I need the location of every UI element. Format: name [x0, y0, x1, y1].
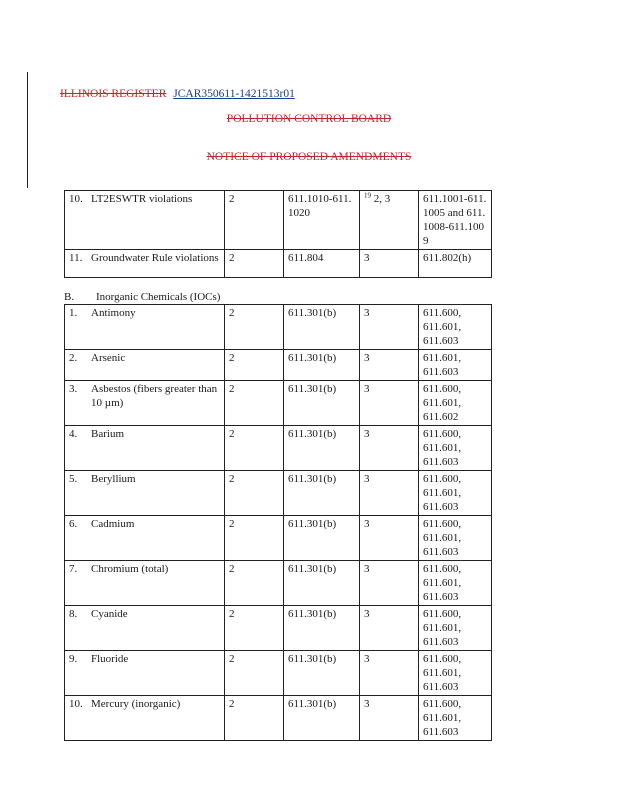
cell-col2: 2 — [225, 191, 284, 250]
table-row — [65, 191, 492, 250]
cell-col3: 611.301(b) — [284, 350, 360, 381]
row-name: Arsenic — [91, 352, 126, 364]
row-name-cell — [65, 696, 225, 741]
cell-col2: 2 — [225, 471, 284, 516]
row-number: 3. — [69, 383, 78, 395]
cell-col4: 3 — [360, 561, 419, 606]
cell-col5: 611.601, 611.603 — [419, 350, 492, 381]
notice-title: NOTICE OF PROPOSED AMENDMENTS — [206, 151, 412, 163]
footnote-marker: 19 — [364, 191, 371, 200]
cell-col3: 611.301(b) — [284, 696, 360, 741]
cell-col4: 3 — [360, 381, 419, 426]
cell-col3: 611.301(b) — [284, 426, 360, 471]
violations-table — [64, 190, 492, 278]
row-number: 4. — [69, 428, 78, 440]
section-heading — [64, 291, 220, 304]
row-name: Chromium (total) — [91, 563, 169, 575]
row-name-cell — [65, 606, 225, 651]
row-name: Barium — [91, 428, 124, 440]
cell-col4: 3 — [360, 651, 419, 696]
cell-col5: 611.600, 611.601, 611.603 — [419, 426, 492, 471]
table-row — [65, 651, 492, 696]
cell-col4: 3 — [360, 471, 419, 516]
row-number: 11. — [69, 252, 83, 264]
row-number: 6. — [69, 518, 78, 530]
row-name-cell — [65, 305, 225, 350]
cell-col3: 611.301(b) — [284, 471, 360, 516]
row-name: LT2ESWTR violations — [91, 193, 193, 205]
row-number: 9. — [69, 653, 78, 665]
cell-col2: 2 — [225, 250, 284, 278]
margin-revision-bar — [27, 72, 28, 188]
table-row — [65, 471, 492, 516]
cell-col5: 611.600, 611.601, 611.603 — [419, 651, 492, 696]
cell-col4: 3 — [360, 606, 419, 651]
row-number: 10. — [69, 193, 83, 205]
row-name: Antimony — [91, 307, 136, 319]
cell-col3: 611.1010-611.1020 — [284, 191, 360, 250]
register-title: ILLINOIS REGISTER — [60, 88, 167, 100]
cell-col3: 611.301(b) — [284, 305, 360, 350]
row-name-cell — [65, 471, 225, 516]
table-row — [65, 426, 492, 471]
row-number: 1. — [69, 307, 78, 319]
row-name-cell — [65, 250, 225, 278]
ioc-table-body — [65, 305, 492, 741]
register-header — [60, 87, 295, 101]
row-name: Beryllium — [91, 473, 136, 485]
cell-col5: 611.802(h) — [419, 250, 492, 278]
cell-col4-value: 2, 3 — [373, 193, 391, 205]
cell-col5: 611.600, 611.601, 611.603 — [419, 516, 492, 561]
cell-col2: 2 — [225, 381, 284, 426]
cell-col4: 3 — [360, 696, 419, 741]
row-name-cell — [65, 191, 225, 250]
cell-col3: 611.804 — [284, 250, 360, 278]
cell-col4: 3 — [360, 426, 419, 471]
row-name: Cyanide — [91, 608, 128, 620]
cell-col4: 3 — [360, 350, 419, 381]
cell-col4 — [360, 191, 419, 250]
table-row — [65, 516, 492, 561]
table-row — [65, 696, 492, 741]
cell-col4: 3 — [360, 305, 419, 350]
row-name: Mercury (inorganic) — [91, 698, 181, 710]
cell-col5: 611.600, 611.601, 611.603 — [419, 305, 492, 350]
table-row — [65, 305, 492, 350]
row-number: 7. — [69, 563, 78, 575]
cell-col2: 2 — [225, 516, 284, 561]
table-row — [65, 250, 492, 278]
table-row — [65, 561, 492, 606]
table-row — [65, 381, 492, 426]
cell-col3: 611.301(b) — [284, 606, 360, 651]
jcar-identifier: JCAR350611-1421513r01 — [173, 88, 295, 100]
cell-col2: 2 — [225, 350, 284, 381]
cell-col5: 611.600, 611.601, 611.602 — [419, 381, 492, 426]
cell-col4: 3 — [360, 516, 419, 561]
ioc-table — [64, 304, 492, 741]
cell-col4: 3 — [360, 250, 419, 278]
cell-col2: 2 — [225, 426, 284, 471]
row-number: 8. — [69, 608, 78, 620]
row-name: Cadmium — [91, 518, 135, 530]
cell-col5: 611.600, 611.601, 611.603 — [419, 471, 492, 516]
row-number: 5. — [69, 473, 78, 485]
cell-col5: 611.600, 611.601, 611.603 — [419, 561, 492, 606]
row-number: 2. — [69, 352, 78, 364]
row-name-cell — [65, 381, 225, 426]
cell-col2: 2 — [225, 606, 284, 651]
cell-col3: 611.301(b) — [284, 516, 360, 561]
row-name-cell — [65, 516, 225, 561]
row-name-cell — [65, 651, 225, 696]
row-name-cell — [65, 561, 225, 606]
cell-col3: 611.301(b) — [284, 561, 360, 606]
board-title: POLLUTION CONTROL BOARD — [226, 113, 392, 125]
cell-col5: 611.600, 611.601, 611.603 — [419, 696, 492, 741]
section-title: Inorganic Chemicals (IOCs) — [96, 291, 221, 303]
section-letter: B. — [64, 291, 75, 303]
table-row — [65, 606, 492, 651]
cell-col2: 2 — [225, 696, 284, 741]
cell-col5: 611.600, 611.601, 611.603 — [419, 606, 492, 651]
row-name: Groundwater Rule violations — [91, 252, 219, 264]
cell-col2: 2 — [225, 561, 284, 606]
row-name-cell — [65, 426, 225, 471]
row-number: 10. — [69, 698, 83, 710]
cell-col2: 2 — [225, 651, 284, 696]
cell-col2: 2 — [225, 305, 284, 350]
row-name: Fluoride — [91, 653, 129, 665]
cell-col3: 611.301(b) — [284, 651, 360, 696]
cell-col5: 611.1001-611.1005 and 611.1008-611.1009 — [419, 191, 492, 250]
cell-col3: 611.301(b) — [284, 381, 360, 426]
table-row — [65, 350, 492, 381]
row-name: Asbestos (fibers greater than 10 µm) — [91, 383, 218, 409]
row-name-cell — [65, 350, 225, 381]
